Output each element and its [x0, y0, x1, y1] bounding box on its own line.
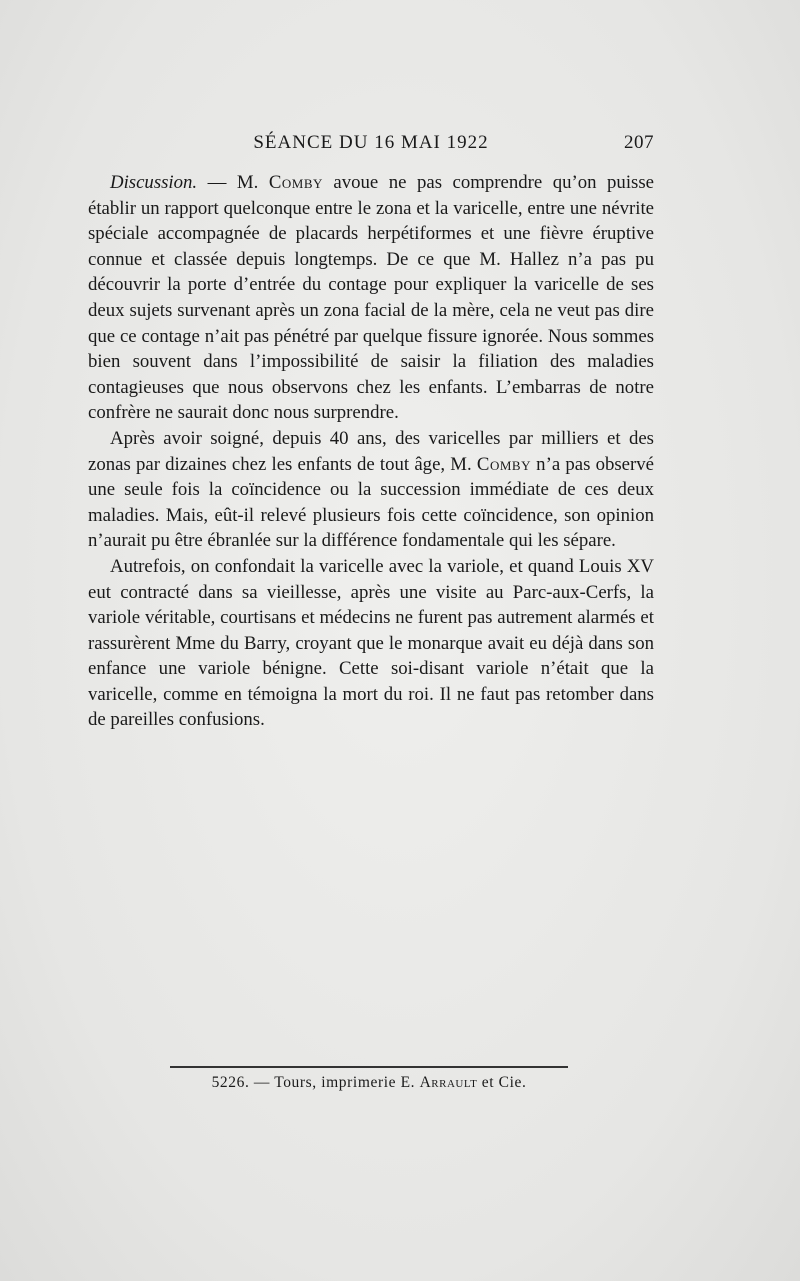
running-head: SÉANCE DU 16 MAI 1922 — [253, 132, 489, 153]
paragraph-text: avoue ne pas comprendre qu’on puisse établir un rapport quelconque entre le zona et la varicelle, entre une névrite spéciale accompagnée de placards herpétiformes et une fièvre éruptive connue et classée depuis longtemps. De ce que M. Hallez n’a pas pu découvrir la porte d’entrée du contage pour expliquer la varicelle de ses deux sujets survenant après un zona facial de la mère, cela ne veut pas dire que ce contage n’ait pas pénétré par quelque fissure ignorée. Nous sommes bien souvent dans l’impossibilité de saisir la filiation des maladies contagieuses que nous observons chez les enfants. L’embarras de notre confrère ne saurait donc nous surprendre. — [88, 172, 654, 424]
body-text — [88, 170, 654, 733]
paragraph-experience — [88, 426, 654, 554]
author-name: Comby — [268, 172, 323, 193]
footer-text: 5226. — Tours, imprimerie E. — [211, 1074, 420, 1091]
paragraph-text: Après avoir soigné, depuis 40 ans, des varicelles par milliers et des zonas par dizaines chez les enfants de tout âge, M. — [88, 427, 654, 475]
paragraph-discussion — [88, 170, 654, 426]
author-name: Comby — [476, 453, 531, 475]
printer-name: Arrault — [419, 1074, 478, 1091]
paragraph-history: Autrefois, on confondait la varicelle avec la variole, et quand Louis XV eut contracté dans sa vieillesse, après une visite au Parc-aux-Cerfs, la variole véritable, courtisans et médecins ne furent pas autrement alarmés et rassurèrent Mme du Barry, croyant que le monarque avait eu déjà dans son enfance une variole bénigne. Cette soi-disant variole n’était que la varicelle, comme en témoigna la mort du roi. Il ne faut pas retomber dans de pareilles confusions. — [88, 555, 654, 731]
printer-footer — [170, 1074, 568, 1092]
page-number: 207 — [624, 132, 654, 153]
paragraph-text: — M. — [197, 172, 269, 193]
paragraph-text: n’a pas observé une seule fois la coïncidence ou la succession immédiate de ces deux maladies. Mais, eût-il relevé plusieurs fois cette coïncidence, son opinion n’aurait pu être ébranlée sur la différence fondamentale qui les sépare. — [88, 453, 655, 552]
discussion-lead: Discussion. — [110, 172, 198, 193]
footer-text: et Cie. — [477, 1074, 527, 1091]
footer-rule — [170, 1066, 568, 1068]
